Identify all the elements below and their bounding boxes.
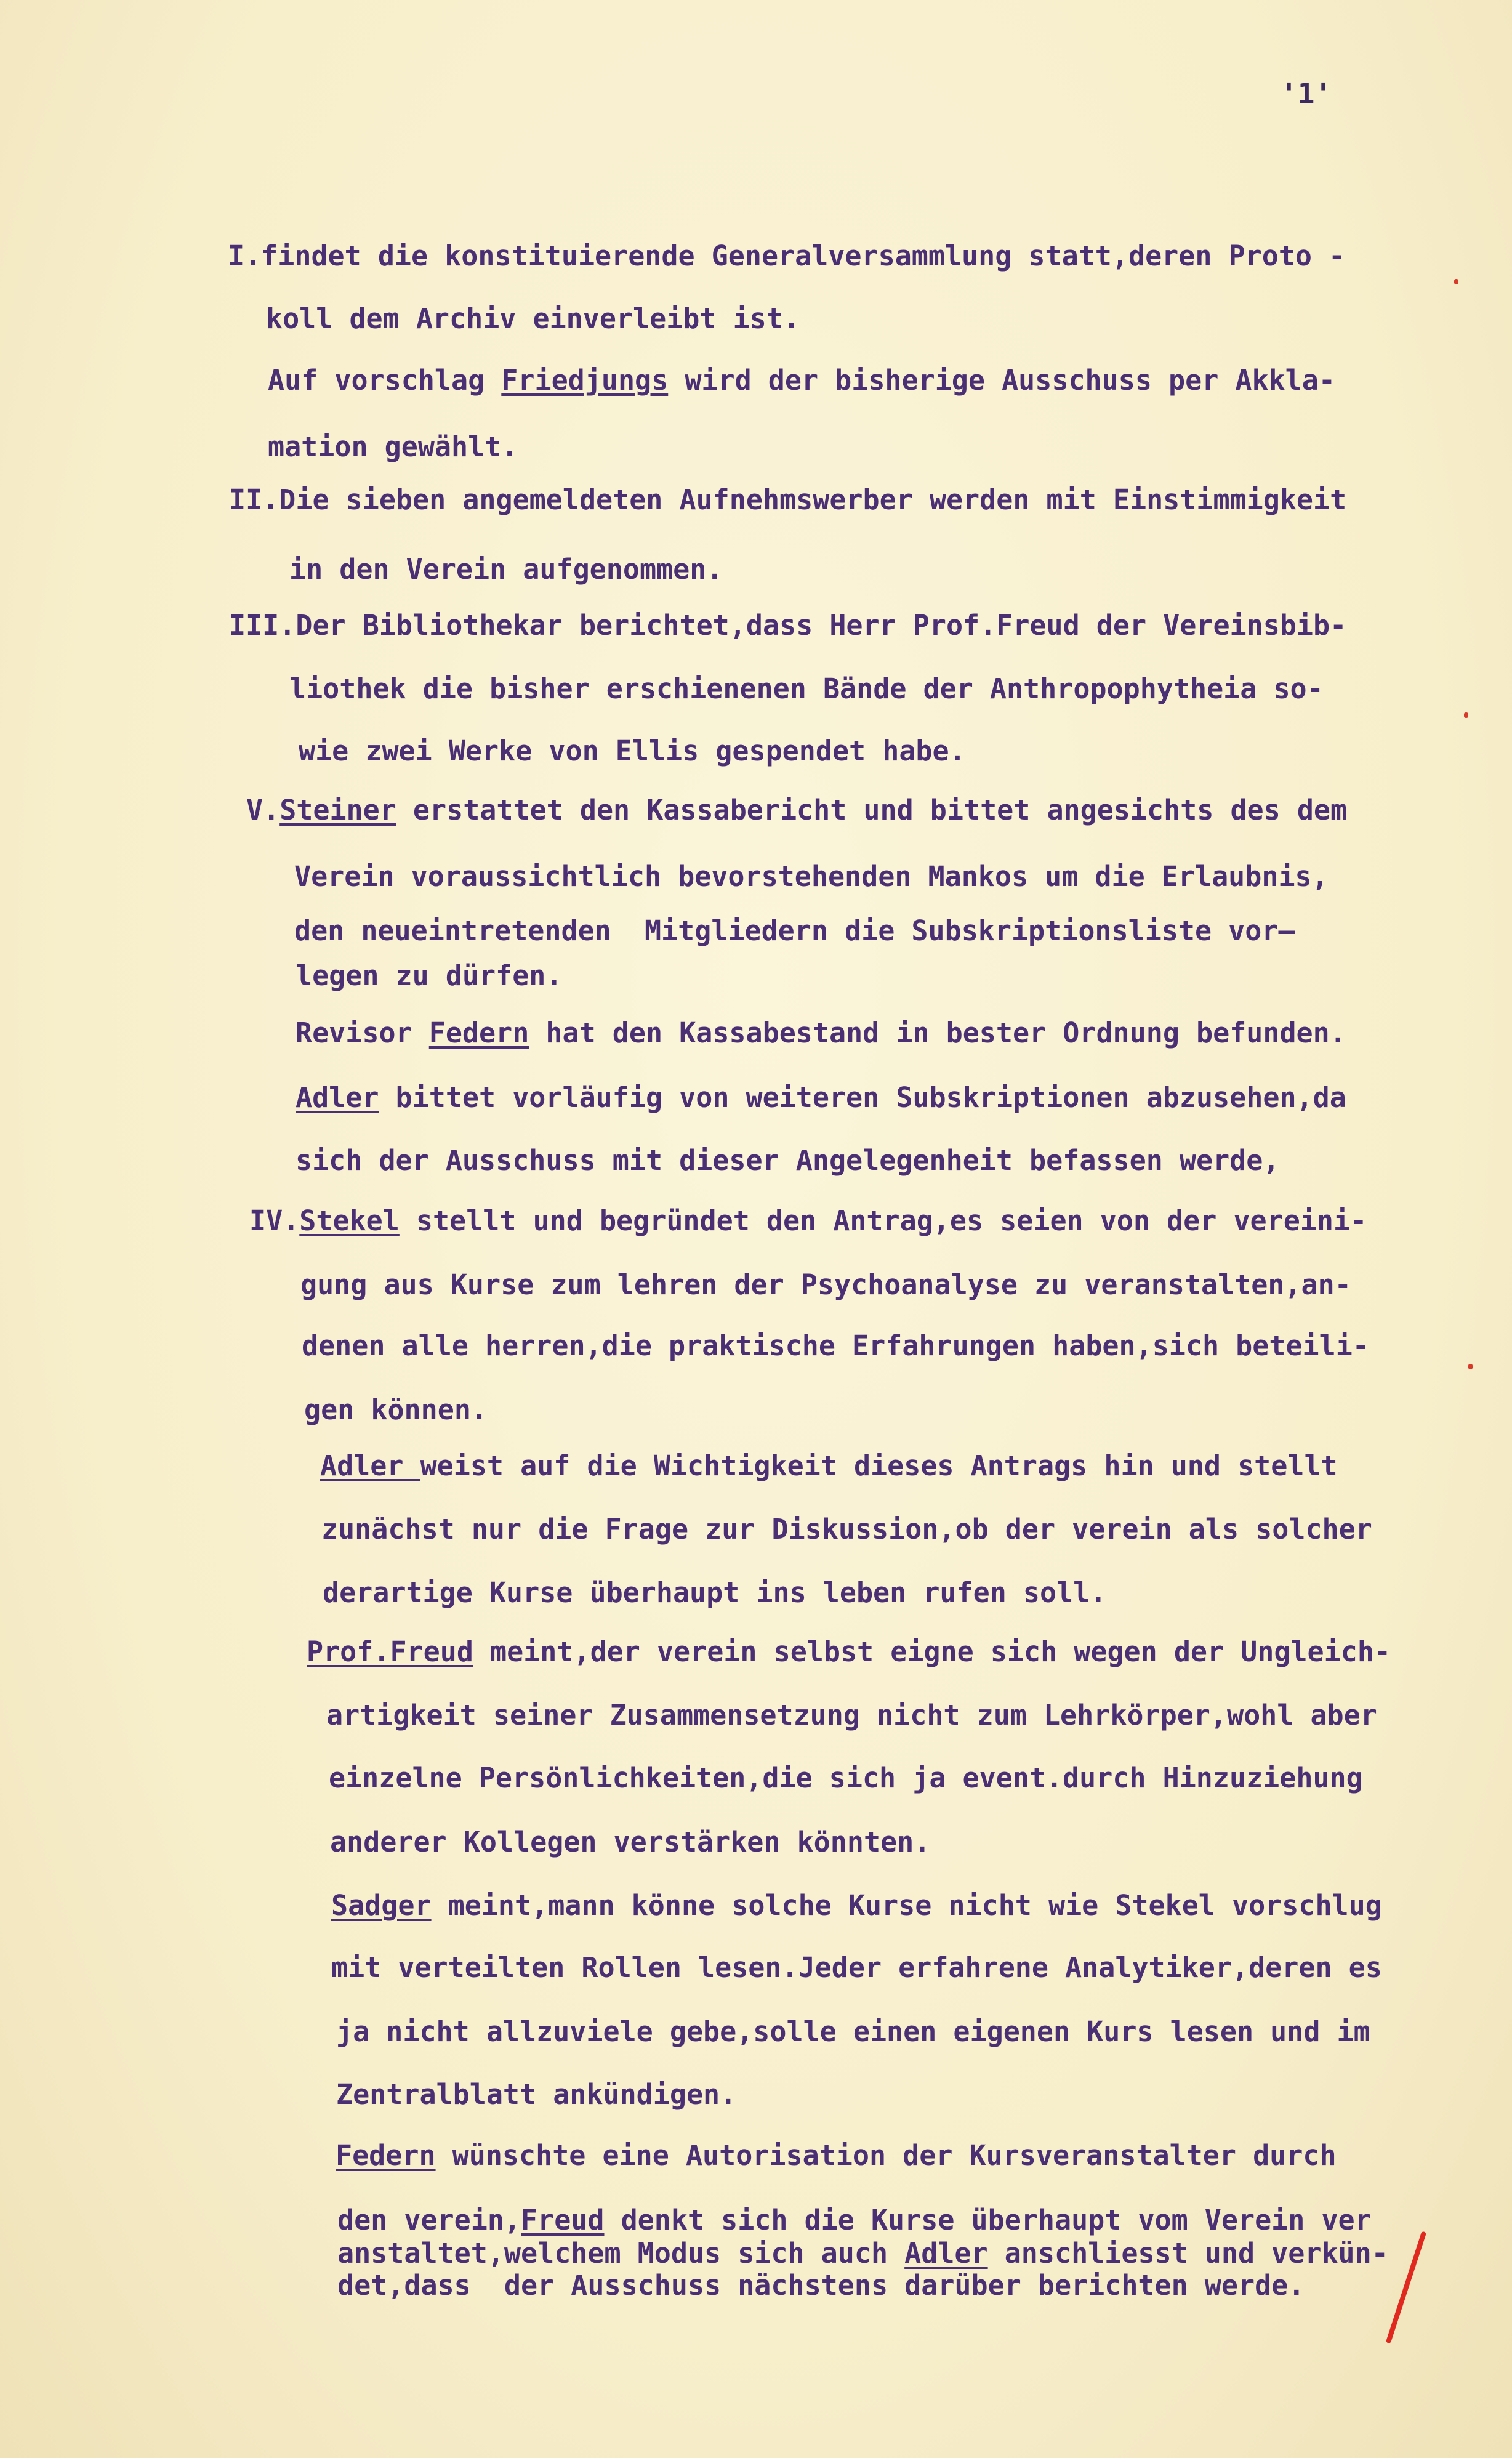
- page-number: '1': [1281, 77, 1332, 110]
- text-line: denen alle herren,die praktische Erfahrungen haben,sich beteili-: [302, 1329, 1369, 1362]
- text-line: anstaltet,welchem Modus sich auch Adler anschliesst und verkün-: [337, 2237, 1388, 2270]
- red-pencil-dot: [1464, 712, 1468, 718]
- text-line: derartige Kurse überhaupt ins leben rufen soll.: [323, 1576, 1107, 1609]
- underlined-name: Adler: [296, 1081, 379, 1114]
- text-line: legen zu dürfen.: [296, 959, 563, 992]
- text-line: Auf vorschlag Friedjungs wird der bisherige Ausschuss per Akkla-: [268, 364, 1335, 397]
- text-line: V.Steiner erstattet den Kassabericht und bittet angesichts des dem: [246, 794, 1348, 826]
- text-line: I.findet die konstituierende Generalversammlung statt,deren Proto -: [228, 240, 1346, 272]
- red-pencil-dot: [1454, 279, 1458, 284]
- text-line: Adler bittet vorläufig von weiteren Subskriptionen abzusehen,da: [296, 1081, 1346, 1114]
- text-line: den neueintretenden Mitgliedern die Subskriptionsliste vor—: [294, 914, 1295, 947]
- text-line: einzelne Persönlichkeiten,die sich ja event.durch Hinzuziehung: [329, 1762, 1363, 1794]
- text-line: II.Die sieben angemeldeten Aufnehmswerber werden mit Einstimmigkeit: [229, 483, 1347, 516]
- text-line: gung aus Kurse zum lehren der Psychoanalyse zu veranstalten,an-: [300, 1268, 1351, 1301]
- underlined-name: Steiner: [279, 794, 396, 826]
- text-line: in den Verein aufgenommen.: [289, 553, 723, 586]
- red-pencil-mark: [1386, 2231, 1426, 2343]
- text-line: zunächst nur die Frage zur Diskussion,ob der verein als solcher: [321, 1513, 1372, 1545]
- text-line: artigkeit seiner Zusammensetzung nicht zum Lehrkörper,wohl aber: [326, 1699, 1377, 1731]
- text-line: Verein voraussichtlich bevorstehenden Mankos um die Erlaubnis,: [294, 860, 1329, 893]
- underlined-name: Federn: [336, 2139, 436, 2172]
- text-line: wie zwei Werke von Ellis gespendet habe.: [299, 735, 966, 767]
- text-line: sich der Ausschuss mit dieser Angelegenheit befassen werde,: [296, 1144, 1280, 1177]
- text-line: ja nicht allzuviele gebe,solle einen eigenen Kurs lesen und im: [336, 2015, 1370, 2048]
- underlined-name: Prof.Freud: [307, 1635, 473, 1668]
- underlined-name: Stekel: [299, 1204, 400, 1237]
- text-line: det,dass der Ausschuss nächstens darüber berichten werde.: [337, 2269, 1305, 2302]
- red-pencil-dot: [1468, 1364, 1473, 1369]
- underlined-name: Friedjungs: [501, 364, 669, 397]
- text-line: den verein,Freud denkt sich die Kurse überhaupt vom Verein ver: [337, 2204, 1372, 2236]
- text-line: liothek die bisher erschienenen Bände der Anthropophytheia so-: [289, 672, 1324, 705]
- text-line: anderer Kollegen verstärken könnten.: [330, 1826, 931, 1858]
- underlined-name: Freud: [521, 2204, 605, 2236]
- underlined-name: Adler: [904, 2237, 988, 2270]
- text-line: mation gewählt.: [268, 430, 518, 463]
- text-line: Sadger meint,mann könne solche Kurse nicht wie Stekel vorschlug: [331, 1889, 1382, 1922]
- text-line: gen können.: [304, 1393, 488, 1426]
- underlined-name: Adler: [320, 1449, 420, 1482]
- text-line: Adler weist auf die Wichtigkeit dieses Antrags hin und stellt: [320, 1449, 1338, 1482]
- text-line: koll dem Archiv einverleibt ist.: [266, 302, 800, 335]
- text-line: III.Der Bibliothekar berichtet,dass Herr Prof.Freud der Vereinsbib-: [229, 609, 1347, 642]
- underlined-name: Sadger: [331, 1889, 432, 1922]
- text-line: Prof.Freud meint,der verein selbst eigne sich wegen der Ungleich-: [307, 1635, 1391, 1668]
- underlined-name: Federn: [428, 1017, 529, 1049]
- text-line: IV.Stekel stellt und begründet den Antrag,es seien von der vereini-: [249, 1204, 1367, 1237]
- text-line: Zentralblatt ankündigen.: [336, 2078, 737, 2111]
- text-line: mit verteilten Rollen lesen.Jeder erfahrene Analytiker,deren es: [331, 1951, 1382, 1984]
- text-line: Revisor Federn hat den Kassabestand in bester Ordnung befunden.: [296, 1017, 1346, 1049]
- text-line: Federn wünschte eine Autorisation der Kursveranstalter durch: [336, 2139, 1337, 2172]
